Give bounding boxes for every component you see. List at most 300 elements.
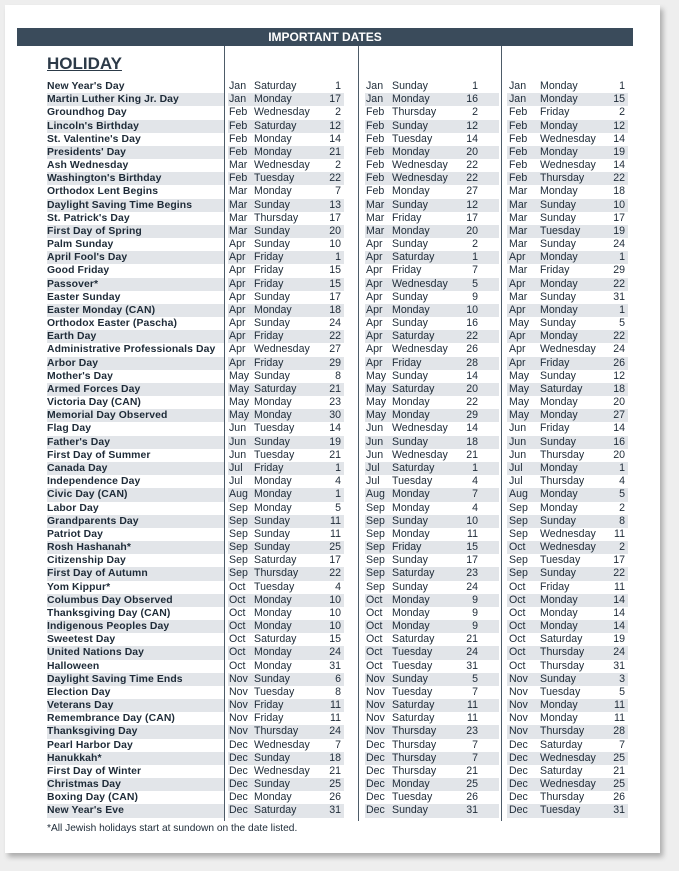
- holiday-name: Civic Day (CAN): [47, 489, 128, 501]
- year2-day: 24: [466, 580, 478, 593]
- year3-weekday: Sunday: [540, 238, 576, 251]
- year1-month: Oct: [229, 620, 246, 633]
- year2-weekday: Thursday: [392, 725, 437, 738]
- year1-weekday: Friday: [254, 712, 284, 725]
- holiday-name: Veterans Day: [47, 700, 114, 712]
- important-dates-header: IMPORTANT DATES: [17, 28, 633, 46]
- year1-month: Apr: [229, 264, 246, 277]
- year3-month: Aug: [509, 488, 528, 501]
- year1-weekday: Tuesday: [254, 422, 295, 435]
- year2-day: 20: [466, 224, 478, 237]
- year1-weekday: Friday: [254, 264, 284, 277]
- year2-day: 1: [472, 80, 478, 92]
- year1-weekday: Sunday: [254, 290, 290, 303]
- year1-weekday: Monday: [254, 475, 292, 488]
- year2-month: Apr: [366, 330, 383, 343]
- year2-day: 7: [472, 685, 478, 698]
- year3-weekday: Wednesday: [540, 343, 596, 356]
- year1-weekday: Wednesday: [254, 738, 310, 751]
- year1-weekday: Saturday: [254, 804, 297, 817]
- year1-weekday: Saturday: [254, 382, 297, 395]
- year1-month: Nov: [229, 699, 248, 712]
- year3-weekday: Friday: [540, 422, 570, 435]
- year3-weekday: Tuesday: [540, 554, 581, 567]
- year1-day: 15: [329, 277, 341, 290]
- holiday-name: St. Valentine's Day: [47, 133, 141, 145]
- year2-weekday: Friday: [392, 264, 422, 277]
- year2-weekday: Monday: [392, 93, 430, 106]
- year1-month: Apr: [229, 317, 246, 330]
- year2-month: May: [366, 382, 387, 395]
- year3-weekday: Wednesday: [540, 778, 596, 791]
- year2-day: 16: [466, 93, 478, 106]
- year3-day: 18: [613, 185, 625, 198]
- table-row: [47, 673, 627, 686]
- year1-day: 1: [335, 251, 341, 264]
- year3-weekday: Monday: [540, 303, 578, 316]
- year2-month: Jun: [366, 435, 384, 448]
- year1-weekday: Sunday: [254, 541, 290, 554]
- year3-weekday: Friday: [540, 106, 570, 119]
- year1-weekday: Wednesday: [254, 159, 310, 172]
- year1-day: 14: [329, 132, 341, 145]
- year3-day: 14: [613, 606, 625, 619]
- year2-weekday: Sunday: [392, 198, 428, 211]
- year3-month: Mar: [509, 185, 528, 198]
- row-shading: [365, 502, 499, 515]
- table-row: [47, 686, 627, 699]
- year1-day: 8: [335, 685, 341, 698]
- year3-month: Oct: [509, 659, 526, 672]
- year3-weekday: Friday: [540, 356, 570, 369]
- table-row: [47, 133, 627, 146]
- year3-month: Feb: [509, 145, 528, 158]
- year3-day: 14: [613, 132, 625, 145]
- year2-day: 14: [466, 369, 478, 382]
- year2-day: 2: [472, 106, 478, 119]
- row-shading: [365, 673, 499, 686]
- year1-month: Apr: [229, 356, 246, 369]
- holiday-name: Election Day: [47, 686, 111, 698]
- year1-month: Oct: [229, 646, 246, 659]
- year3-weekday: Monday: [540, 712, 578, 725]
- year3-weekday: Sunday: [540, 198, 576, 211]
- year1-month: Feb: [229, 119, 248, 132]
- table-row: [47, 146, 627, 159]
- year1-weekday: Sunday: [254, 198, 290, 211]
- year3-weekday: Sunday: [540, 567, 576, 580]
- year2-day: 15: [466, 541, 478, 554]
- row-shading: [365, 291, 499, 304]
- table-row: [47, 120, 627, 133]
- year1-day: 1: [335, 80, 341, 92]
- year2-month: Oct: [366, 659, 383, 672]
- year3-day: 26: [613, 356, 625, 369]
- year1-day: 10: [329, 620, 341, 633]
- year1-day: 21: [329, 382, 341, 395]
- year2-weekday: Sunday: [392, 119, 428, 132]
- holiday-name: Victoria Day (CAN): [47, 397, 141, 409]
- year2-day: 11: [467, 712, 478, 725]
- holiday-name: Yom Kippur*: [47, 581, 111, 593]
- year2-month: Dec: [366, 764, 385, 777]
- year1-day: 20: [329, 224, 341, 237]
- year1-month: Apr: [229, 330, 246, 343]
- year1-weekday: Thursday: [254, 567, 299, 580]
- holiday-name: Thanksgiving Day: [47, 726, 138, 738]
- year2-month: Apr: [366, 343, 383, 356]
- row-shading: [365, 594, 499, 607]
- holiday-name: Labor Day: [47, 502, 99, 514]
- year1-day: 17: [329, 93, 341, 106]
- holiday-name: Easter Monday (CAN): [47, 304, 156, 316]
- year3-month: Mar: [509, 264, 528, 277]
- year1-day: 27: [329, 343, 341, 356]
- year1-weekday: Wednesday: [254, 343, 310, 356]
- year1-month: Oct: [229, 633, 246, 646]
- year3-month: Mar: [509, 290, 528, 303]
- year3-month: Jun: [509, 422, 527, 435]
- year2-month: Apr: [366, 277, 383, 290]
- year2-month: Feb: [366, 159, 385, 172]
- holiday-name: Remembrance Day (CAN): [47, 713, 175, 725]
- holiday-name: Palm Sunday: [47, 239, 114, 251]
- year1-month: Dec: [229, 764, 248, 777]
- year3-month: Nov: [509, 685, 528, 698]
- year3-month: Feb: [509, 132, 528, 145]
- year3-weekday: Monday: [540, 277, 578, 290]
- year1-month: Mar: [229, 224, 248, 237]
- year3-month: Mar: [509, 198, 528, 211]
- year1-month: Oct: [229, 606, 246, 619]
- year1-weekday: Monday: [254, 501, 292, 514]
- year3-month: Sep: [509, 514, 528, 527]
- holiday-name: Sweetest Day: [47, 634, 116, 646]
- year1-month: Feb: [229, 145, 248, 158]
- year2-day: 23: [466, 725, 478, 738]
- year2-day: 22: [466, 172, 478, 185]
- year3-month: Oct: [509, 580, 526, 593]
- year3-weekday: Monday: [540, 620, 578, 633]
- year3-month: Dec: [509, 778, 528, 791]
- year3-weekday: Wednesday: [540, 541, 596, 554]
- year2-day: 12: [466, 119, 478, 132]
- year1-month: Sep: [229, 541, 248, 554]
- table-row: [47, 620, 627, 633]
- year2-day: 2: [472, 238, 478, 251]
- year1-weekday: Monday: [254, 488, 292, 501]
- year3-month: Oct: [509, 646, 526, 659]
- year3-weekday: Monday: [540, 409, 578, 422]
- year2-month: Aug: [366, 488, 385, 501]
- table-row: [47, 791, 627, 804]
- year1-weekday: Sunday: [254, 672, 290, 685]
- year2-day: 20: [466, 145, 478, 158]
- year3-day: 12: [613, 369, 625, 382]
- year3-month: Dec: [509, 791, 528, 804]
- year2-weekday: Monday: [392, 409, 430, 422]
- holiday-name: April Fool's Day: [47, 252, 128, 264]
- year2-weekday: Sunday: [392, 80, 428, 92]
- year2-day: 1: [472, 251, 478, 264]
- year1-month: Apr: [229, 290, 246, 303]
- holiday-name: Groundhog Day: [47, 107, 127, 119]
- row-shading: [365, 120, 499, 133]
- year1-day: 22: [329, 567, 341, 580]
- year2-weekday: Saturday: [392, 567, 435, 580]
- year1-day: 23: [329, 396, 341, 409]
- year2-weekday: Friday: [392, 541, 422, 554]
- year3-day: 19: [613, 145, 625, 158]
- year2-weekday: Saturday: [392, 633, 435, 646]
- year2-weekday: Wednesday: [392, 343, 448, 356]
- year2-weekday: Friday: [392, 211, 422, 224]
- holiday-name: Thanksgiving Day (CAN): [47, 607, 171, 619]
- year3-weekday: Monday: [540, 145, 578, 158]
- year2-day: 27: [466, 185, 478, 198]
- row-shading: [365, 264, 499, 277]
- year2-weekday: Wednesday: [392, 448, 448, 461]
- year2-day: 20: [466, 382, 478, 395]
- year1-month: Apr: [229, 277, 246, 290]
- year3-weekday: Sunday: [540, 514, 576, 527]
- year2-month: Feb: [366, 119, 385, 132]
- year2-month: Dec: [366, 751, 385, 764]
- holiday-name: Martin Luther King Jr. Day: [47, 94, 179, 106]
- year2-month: Jan: [366, 93, 384, 106]
- year2-weekday: Monday: [392, 488, 430, 501]
- year2-weekday: Sunday: [392, 514, 428, 527]
- year3-day: 1: [619, 251, 625, 264]
- table-row: [47, 778, 627, 791]
- year2-weekday: Monday: [392, 606, 430, 619]
- table-row: [47, 291, 627, 304]
- year3-day: 10: [613, 198, 625, 211]
- year3-month: Jun: [509, 435, 527, 448]
- holiday-name: St. Patrick's Day: [47, 212, 130, 224]
- year2-month: May: [366, 409, 387, 422]
- year2-day: 21: [466, 448, 478, 461]
- year2-weekday: Tuesday: [392, 475, 433, 488]
- year1-month: Sep: [229, 527, 248, 540]
- year2-day: 23: [466, 567, 478, 580]
- year2-day: 9: [472, 606, 478, 619]
- year1-month: Feb: [229, 132, 248, 145]
- year2-weekday: Saturday: [392, 699, 435, 712]
- year3-weekday: Wednesday: [540, 132, 596, 145]
- year3-weekday: Sunday: [540, 672, 576, 685]
- year3-weekday: Wednesday: [540, 159, 596, 172]
- table-row: [47, 396, 627, 409]
- year1-weekday: Monday: [254, 593, 292, 606]
- year1-month: May: [229, 382, 250, 395]
- year3-weekday: Monday: [540, 501, 578, 514]
- calendar-page: [5, 5, 660, 853]
- table-row: [47, 422, 627, 435]
- year1-month: May: [229, 409, 250, 422]
- year1-weekday: Wednesday: [254, 106, 310, 119]
- year2-month: May: [366, 369, 387, 382]
- year3-month: Apr: [509, 343, 526, 356]
- table-row: [47, 330, 627, 343]
- table-row: [47, 515, 627, 528]
- year3-day: 22: [613, 330, 625, 343]
- year1-day: 11: [330, 699, 341, 712]
- year1-day: 10: [329, 238, 341, 251]
- year2-month: Apr: [366, 303, 383, 316]
- year1-month: Sep: [229, 554, 248, 567]
- year3-month: Oct: [509, 620, 526, 633]
- year1-day: 17: [329, 290, 341, 303]
- year1-weekday: Tuesday: [254, 172, 295, 185]
- year3-day: 3: [619, 672, 625, 685]
- holiday-name: New Year's Eve: [47, 805, 125, 817]
- year1-month: Jun: [229, 422, 247, 435]
- year3-month: Mar: [509, 238, 528, 251]
- year2-month: Apr: [366, 238, 383, 251]
- year3-month: May: [509, 396, 530, 409]
- year2-day: 4: [472, 475, 478, 488]
- holiday-name: Hanukkah*: [47, 752, 102, 764]
- row-shading: [365, 778, 499, 791]
- year1-month: Dec: [229, 738, 248, 751]
- year2-day: 31: [466, 804, 478, 817]
- year3-month: Mar: [509, 211, 528, 224]
- year2-month: May: [366, 396, 387, 409]
- holiday-name: Father's Day: [47, 436, 111, 448]
- table-row: [47, 383, 627, 396]
- year1-day: 8: [335, 369, 341, 382]
- year1-weekday: Tuesday: [254, 448, 295, 461]
- year3-weekday: Monday: [540, 593, 578, 606]
- year2-weekday: Wednesday: [392, 159, 448, 172]
- year2-month: Sep: [366, 514, 385, 527]
- year2-month: Oct: [366, 620, 383, 633]
- year2-weekday: Monday: [392, 501, 430, 514]
- year1-weekday: Thursday: [254, 211, 299, 224]
- year3-weekday: Thursday: [540, 475, 585, 488]
- row-shading: [365, 304, 499, 317]
- holiday-name: Boxing Day (CAN): [47, 792, 139, 804]
- year1-weekday: Saturday: [254, 80, 297, 92]
- year3-weekday: Sunday: [540, 211, 576, 224]
- year1-day: 17: [329, 554, 341, 567]
- year2-day: 31: [466, 659, 478, 672]
- year3-day: 8: [619, 514, 625, 527]
- year3-day: 11: [614, 527, 625, 540]
- year1-day: 4: [335, 580, 341, 593]
- row-shading: [365, 436, 499, 449]
- table-row: [47, 804, 627, 817]
- year1-month: Oct: [229, 659, 246, 672]
- holiday-name: Christmas Day: [47, 779, 122, 791]
- year2-weekday: Sunday: [392, 580, 428, 593]
- year1-month: Aug: [229, 488, 248, 501]
- year1-weekday: Monday: [254, 791, 292, 804]
- year1-day: 17: [329, 211, 341, 224]
- table-row: [47, 725, 627, 738]
- holiday-name: First Day of Spring: [47, 225, 142, 237]
- year1-weekday: Monday: [254, 606, 292, 619]
- year1-day: 26: [329, 791, 341, 804]
- table-row: [47, 212, 627, 225]
- year2-day: 9: [472, 593, 478, 606]
- year1-day: 7: [335, 185, 341, 198]
- year1-weekday: Saturday: [254, 633, 297, 646]
- year1-month: Apr: [229, 303, 246, 316]
- year1-weekday: Monday: [254, 132, 292, 145]
- year3-weekday: Monday: [540, 80, 578, 92]
- table-row: [47, 172, 627, 185]
- year3-month: Oct: [509, 606, 526, 619]
- year3-weekday: Wednesday: [540, 751, 596, 764]
- year2-weekday: Tuesday: [392, 646, 433, 659]
- year1-month: Dec: [229, 791, 248, 804]
- year3-day: 2: [619, 106, 625, 119]
- year2-month: Dec: [366, 804, 385, 817]
- year1-day: 24: [329, 725, 341, 738]
- year2-weekday: Sunday: [392, 238, 428, 251]
- year1-weekday: Friday: [254, 330, 284, 343]
- holiday-name: Halloween: [47, 660, 100, 672]
- year2-weekday: Monday: [392, 593, 430, 606]
- year3-weekday: Saturday: [540, 738, 583, 751]
- year2-day: 28: [466, 356, 478, 369]
- year3-day: 15: [613, 93, 625, 106]
- year2-month: Mar: [366, 211, 385, 224]
- row-shading: [365, 554, 499, 567]
- year3-day: 20: [613, 448, 625, 461]
- year2-month: Sep: [366, 527, 385, 540]
- year2-month: Nov: [366, 685, 385, 698]
- year2-day: 21: [466, 764, 478, 777]
- year1-day: 2: [335, 106, 341, 119]
- table-row: [47, 357, 627, 370]
- year2-month: Feb: [366, 132, 385, 145]
- year3-day: 24: [613, 343, 625, 356]
- year2-day: 5: [472, 277, 478, 290]
- year1-month: Jun: [229, 435, 247, 448]
- year1-month: Sep: [229, 501, 248, 514]
- year2-day: 25: [466, 778, 478, 791]
- holiday-name: Mother's Day: [47, 370, 114, 382]
- table-row: [47, 238, 627, 251]
- year3-day: 5: [619, 685, 625, 698]
- year2-day: 17: [466, 554, 478, 567]
- year3-month: Dec: [509, 764, 528, 777]
- holiday-name: Arbor Day: [47, 357, 99, 369]
- year2-month: Mar: [366, 198, 385, 211]
- year1-day: 21: [329, 448, 341, 461]
- year2-day: 7: [472, 738, 478, 751]
- year3-month: Jan: [509, 93, 527, 106]
- year3-month: Jul: [509, 475, 523, 488]
- year3-month: May: [509, 317, 530, 330]
- year2-day: 9: [472, 290, 478, 303]
- table-row: [47, 712, 627, 725]
- year1-month: Oct: [229, 593, 246, 606]
- year2-day: 7: [472, 488, 478, 501]
- year3-day: 19: [613, 633, 625, 646]
- year3-weekday: Friday: [540, 580, 570, 593]
- year1-weekday: Friday: [254, 277, 284, 290]
- year3-day: 31: [613, 659, 625, 672]
- year2-month: Dec: [366, 791, 385, 804]
- year1-weekday: Sunday: [254, 514, 290, 527]
- year1-day: 5: [335, 501, 341, 514]
- year2-month: Apr: [366, 251, 383, 264]
- year1-weekday: Monday: [254, 396, 292, 409]
